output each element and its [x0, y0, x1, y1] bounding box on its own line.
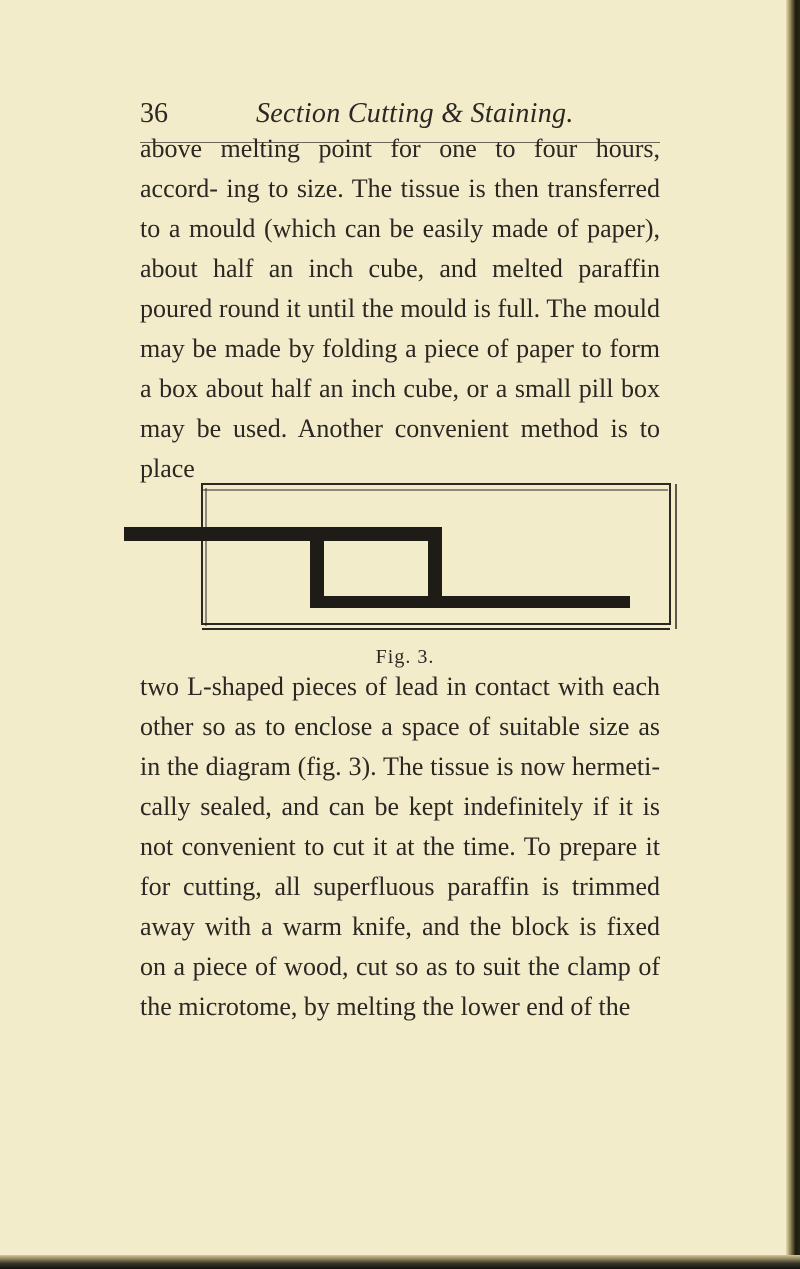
- paragraph-1: above melting point for one to four hours, accord- ing to size. The tissue is then transferred to a mould (which can be easily made of paper), about half an inch cube, and melted paraffin poured round it until the mould is full. The mould may be made by folding a piece of paper to form a box about half an inch cube, or a small pill box may be used. Another convenient method is to place: [140, 134, 660, 483]
- page-number: 36: [140, 98, 168, 129]
- lower-lead-bar: [310, 596, 630, 608]
- figure-3: [120, 474, 690, 674]
- paragraph-2: two L-shaped pieces of lead in contact with each other so as to enclose a space of suitable size as in the diagram (fig. 3). The tissue is now hermeti- cally sealed, and can be kept indefinitely if it is not convenient to cut it at the time. To prepare it for cutting, all superfluous paraffin is trimmed away with a warm knife, and the block is fixed on a piece of wood, cut so as to suit the clamp of the microtome, by melting the lower end of the: [140, 672, 660, 1021]
- page-right-edge: [786, 0, 800, 1269]
- figure-caption: Fig. 3.: [375, 646, 435, 668]
- page-bottom-edge: [0, 1255, 800, 1269]
- running-title: Section Cutting & Staining.: [256, 98, 574, 129]
- upper-lead-bar: [124, 527, 442, 541]
- l-shaped-lead-diagram: [120, 474, 690, 654]
- upper-lead-leg: [428, 527, 442, 607]
